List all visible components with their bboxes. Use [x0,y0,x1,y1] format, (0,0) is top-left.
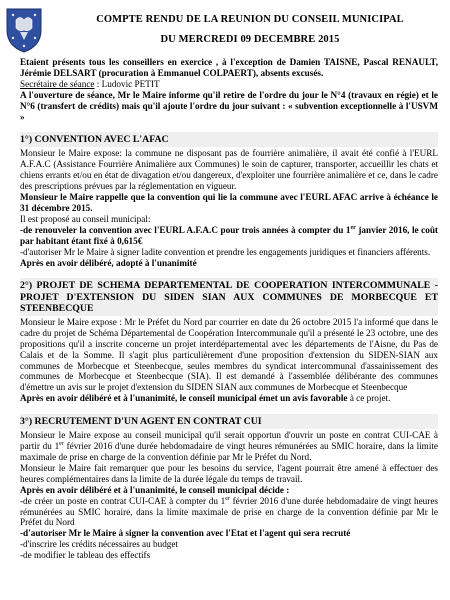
paragraph: -de modifier le tableau des effectifs [20,550,151,561]
superscript: er [59,441,64,447]
text-run: à ce projet. [347,393,391,404]
secretary-value: : Ludovic PETIT [94,78,160,89]
secretary-label: Secrétaire de séance [20,78,95,89]
paragraph: Monsieur le Maire expose : Mr le Préfet du Nord par courrier en date du 26 octobre 2015 l'a informé que dans le cadre du projet de Schéma Départemental de Coopération Intercommunale qu'il a présenté le 23 octobre, une des propositions qu'il a inscrite concerne un projet interdépartemental avec les départements de l'Aisne, du Pas de Calais et de la Somme. Il s'agit plus particulièrement d'une proposition d'extension du SIDEN-SIAN aux communes de Morbecque et Steenbecque, seules membres du syndicat intercommunal d'assainissement des communes de Morbecque et Steenbecque (SIA). Il est demandé à l'assemblée délibérante des communes d'émettre un avis sur le projet d'extension du SIDEN SIAN aux communes de Morbecque et Steenbecque [20,316,438,393]
paragraph: Monsieur le Maire rappelle que la convention qui lie la commune avec l'EURL AFAC arrive à échéance le 31 décembre 2015. [20,192,438,213]
text-run: février 2016 d'une durée hebdomadaire de vingt heures rémunérées au SMIC horaire, dans la limite maximale de prise en charge de la convention définie par Mr le Préfet du Nord [20,495,438,528]
paragraph: Monsieur le Maire expose: la commune ne disposant pas de fourrière animalière, il avait été confié à l'EURL A.F.A.C (Assistance Fourrière Animalière aux Communes) le soin de capturer, transporter, accueillir les chats et chiens errants et/ou en état de divagation et/ou dangereux, d'exploiter une fourrière animalière et ce, dans le cadre des prescriptions prévues par la réglementation en vigueur. [20,148,438,192]
paragraph: -d'inscrire les crédits nécessaires au budget [20,539,179,550]
paragraph [20,496,438,529]
section-siden-sian [20,278,438,404]
section-recrutement-cui [20,414,438,561]
text-run: Monsieur le Maire expose au conseil municipal qu'il serait opportun d'ouvrir un poste en contrat CUI-CAE à partir du 1 [20,430,438,452]
document-body [20,57,438,561]
text-run: -de créer un poste en contrat CUI-CAE à compter du 1 [20,495,226,506]
paragraph: -d'autoriser Mr le Maire à signer la convention avec l'Etat et l'agent qui sera recruté [20,528,351,539]
paragraph: Après en avoir délibéré et à l'unanimité, le conseil municipal décide : [20,484,290,495]
paragraph: -d'autoriser Mr le Maire à signer ladite convention et prendre les engagements juridiques et financiers afférents. [20,246,431,257]
superscript: er [350,224,356,231]
paragraph: Monsieur le Maire fait remarquer que pour les besoins du service, l'agent pourrait être amené à effectuer des heures complémentaires dans la limite de la durée légale du temps de travail. [20,462,438,484]
paragraph [20,393,438,404]
section-heading: 3°) RECRUTEMENT D'UN AGENT EN CONTRAT CUI [20,414,438,429]
section-afac [20,132,438,268]
paragraph [20,225,438,247]
paragraph [20,430,438,463]
superscript: er [225,495,230,502]
text-run: Après en avoir délibéré et à l'unanimité, le conseil municipal émet un [20,393,293,404]
section-heading: 2°) PROJET DE SCHEMA DEPARTEMENTAL DE COOPERATION INTERCOMMUNALE - PROJET D'EXTENSION DU SIDEN SIAN AUX COMMUNES DE MORBECQUE ET STEENBECQUE [20,280,438,315]
text-run: février 2016 d'une durée hebdomadaire de vingt heures rémunérées au SMIC horaire, dans la limite maximale de prise en charge de la convention définie par Mr le Préfet du Nord. [20,441,438,462]
section-heading: 1°) CONVENTION AVEC L'AFAC [20,132,438,147]
secretary-line [20,79,438,90]
text-run-emphasis: avis favorable [292,393,348,404]
coat-of-arms-logo [4,6,44,54]
text-run: janvier 2016, le coût par habitant étant fixé à 0,615€ [20,224,438,246]
title-line-2: DU MERCREDI 09 DECEMBRE 2015 [160,34,340,45]
document-title [60,10,440,50]
paragraph: Il est proposé au conseil municipal: [20,213,151,224]
agenda-change-paragraph: A l'ouverture de séance, Mr le Maire informe qu'il retire de l'ordre du jour le N°4 (travaux en régie) et le N°6 (transfert de crédits) mais qu'il ajoute l'ordre du jour suivant : « subvention exceptionnelle à l'USVM » [20,89,438,122]
title-line-1: COMPTE RENDU DE LA REUNION DU CONSEIL MUNICIPAL [96,14,404,25]
text-run: -de renouveler la convention avec l'EURL A.F.A.C pour trois années à compter du 1 [20,224,351,235]
decision-line: Après en avoir délibéré, adopté à l'unanimité [20,257,197,268]
attendance-paragraph: Etaient présents tous les conseillers en exercice , à l'exception de Damien TAISNE, Pascal RENAULT, Jérémie DELSART (procuration à Emmanuel COLPAERT), absents excusés. [20,57,438,78]
